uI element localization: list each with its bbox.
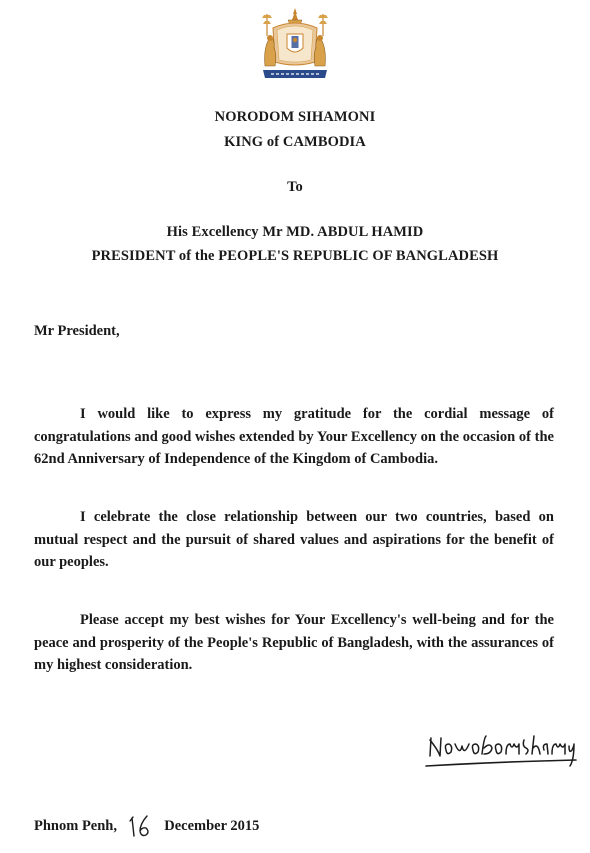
royal-crest-icon bbox=[255, 6, 335, 82]
signature-mark bbox=[422, 720, 580, 772]
recipient-title: PRESIDENT of the PEOPLE'S REPUBLIC OF BANGLADESH bbox=[91, 248, 499, 264]
recipient-name: His Excellency Mr MD. ABDUL HAMID bbox=[166, 224, 424, 240]
salutation: Mr President, bbox=[34, 323, 120, 339]
month-year: December 2015 bbox=[164, 818, 260, 834]
handwritten-day-mark bbox=[127, 814, 155, 838]
to-label: To bbox=[287, 179, 303, 195]
body-paragraph: Please accept my best wishes for Your Excellency's well-being and for the peace and prosperity of the People's Republic of Bangladesh, with the assurances of my highest consideration. bbox=[34, 612, 554, 673]
sender-name: NORODOM SIHAMONI bbox=[214, 109, 376, 125]
handwritten-day bbox=[127, 814, 155, 838]
date-line bbox=[34, 814, 259, 838]
sender-title: KING of CAMBODIA bbox=[224, 134, 366, 150]
place-label: Phnom Penh, bbox=[34, 818, 117, 834]
body-paragraph: I would like to express my gratitude for the cordial message of congratulations and good wishes extended by Your Excellency on the occasion of the 62nd Anniversary of Independence of the Kingdom of Cambodia. bbox=[34, 406, 554, 467]
body-paragraph: I celebrate the close relationship between our two countries, based on mutual respect and the pursuit of shared values and aspirations for the benefit of our peoples. bbox=[34, 509, 554, 570]
